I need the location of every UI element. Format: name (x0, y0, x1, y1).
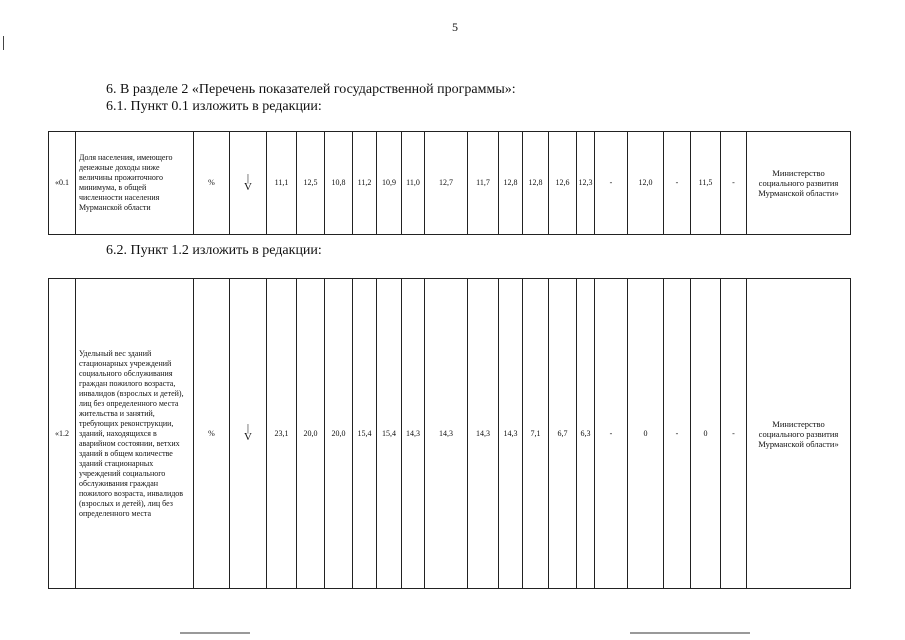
footer-scribble (180, 632, 250, 634)
value-cell: 11,7 (468, 132, 499, 235)
arrow-shaft: | (246, 422, 250, 434)
value-cell: 6,7 (549, 279, 577, 589)
value-cell: 7,1 (523, 279, 549, 589)
section-heading: 6. В разделе 2 «Перечень показателей государственной программы»: (106, 82, 516, 97)
indicator-table-0-1 (48, 131, 851, 235)
value-cell: - (664, 279, 691, 589)
value-cell: 20,0 (297, 279, 325, 589)
direction-cell (230, 132, 267, 235)
subsection-heading-0-1: 6.1. Пункт 0.1 изложить в редакции: (106, 99, 322, 114)
responsible-ministry: Министерство социального развития Мурманской области» (747, 132, 851, 235)
indicator-table-1-2 (48, 278, 851, 589)
value-cell: 14,3 (425, 279, 468, 589)
value-cell: 12,7 (425, 132, 468, 235)
margin-mark (3, 36, 4, 50)
value-cell: - (721, 279, 747, 589)
arrow-head: V (244, 180, 252, 193)
value-cell: 11,0 (402, 132, 425, 235)
value-cell: 10,8 (325, 132, 353, 235)
indicator-name: Удельный вес зданий стационарных учреждений социального обслуживания граждан пожилого возраста, инвалидов (взрослых и детей), лиц без определенного места жительства и занятий, требующих реконструкции, зданий, находящихся в аварийном состоянии, ветхих зданий в общем количестве зданий стационарных учреждений социального обслуживания граждан пожилого возраста, инвалидов (взрослых и детей), лиц без определенного места (76, 279, 194, 589)
value-cell: 11,1 (267, 132, 297, 235)
footer-scribble (630, 632, 750, 634)
value-cell: 12,8 (523, 132, 549, 235)
value-cell: - (595, 279, 628, 589)
row-number: «1.2 (49, 279, 76, 589)
value-cell: 0 (628, 279, 664, 589)
row-number: «0.1 (49, 132, 76, 235)
value-cell: - (664, 132, 691, 235)
unit-cell: % (194, 132, 230, 235)
responsible-ministry: Министерство социального развития Мурманской области» (747, 279, 851, 589)
value-cell: - (595, 132, 628, 235)
value-cell: 15,4 (377, 279, 402, 589)
value-cell: 23,1 (267, 279, 297, 589)
value-cell: 0 (691, 279, 721, 589)
value-cell: 11,2 (353, 132, 377, 235)
value-cell: 12,6 (549, 132, 577, 235)
value-cell: 20,0 (325, 279, 353, 589)
value-cell: 12,5 (297, 132, 325, 235)
unit-cell: % (194, 279, 230, 589)
value-cell: 11,5 (691, 132, 721, 235)
value-cell: - (721, 132, 747, 235)
value-cell: 6,3 (577, 279, 595, 589)
direction-cell (230, 279, 267, 589)
value-cell: 10,9 (377, 132, 402, 235)
value-cell: 12,3 (577, 132, 595, 235)
arrow-shaft: | (246, 171, 250, 184)
value-cell: 14,3 (499, 279, 523, 589)
subsection-heading-1-2: 6.2. Пункт 1.2 изложить в редакции: (106, 243, 322, 258)
value-cell: 15,4 (353, 279, 377, 589)
page-number: 5 (452, 20, 458, 34)
direction-arrow-icon (244, 424, 252, 442)
indicator-name: Доля населения, имеющего денежные доходы ниже величины прожиточного минимума, в общей численности населения Мурманской области (76, 132, 194, 235)
value-cell: 14,3 (402, 279, 425, 589)
arrow-head: V (244, 431, 252, 443)
value-cell: 12,0 (628, 132, 664, 235)
value-cell: 14,3 (468, 279, 499, 589)
direction-arrow-icon (244, 171, 252, 193)
value-cell: 12,8 (499, 132, 523, 235)
